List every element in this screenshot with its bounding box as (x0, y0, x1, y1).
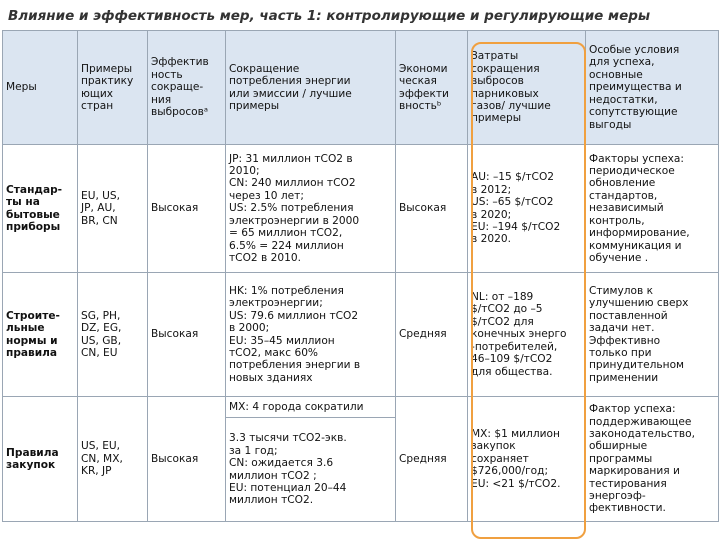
table-row (3, 397, 719, 418)
reduction-cell: HK: 1% потребления электроэнергии; US: 79.6 миллион тCO2 в 2000; EU: 35–45 миллион тCO2, макс 60% потребления энергии в новых зданиях (226, 273, 396, 397)
conditions-cell: Факторы успеха: периодическое обновление стандартов, независимый контроль, информирование, коммуникация и обучение . (586, 145, 719, 273)
page-title: Влияние и эффективность мер, часть 1: контролирующие и регулирующие меры (8, 8, 651, 24)
economic-cell: Средняя (396, 397, 468, 522)
measures-table-container (0, 30, 720, 540)
measure-cell: Стандар- ты на бытовые приборы (3, 145, 78, 273)
economic-cell: Средняя (396, 273, 468, 397)
countries-cell: EU, US, JP, AU, BR, CN (78, 145, 148, 273)
measure-cell: Строите- льные нормы и правила (3, 273, 78, 397)
measures-table (2, 30, 719, 522)
effectiveness-cell: Высокая (148, 145, 226, 273)
countries-cell: SG, PH, DZ, EG, US, GB, CN, EU (78, 273, 148, 397)
header-economic: Экономи ческая эффекти вностьᵇ (396, 31, 468, 145)
measure-cell: Правила закупок (3, 397, 78, 522)
effectiveness-cell: Высокая (148, 273, 226, 397)
table-header-row (3, 31, 719, 145)
economic-cell: Высокая (396, 145, 468, 273)
countries-cell: US, EU, CN, MX, KR, JP (78, 397, 148, 522)
costs-cell: NL: от –189 $/тCO2 до –5 $/тCO2 для конечных энерго -потребителей, 46–109 $/тCO2 для общества. (468, 273, 586, 397)
header-costs: Затраты сокращения выбросов парниковых газов/ лучшие примеры (468, 31, 586, 145)
effectiveness-cell: Высокая (148, 397, 226, 522)
conditions-cell: Фактор успеха: поддерживающее законодательство, обширные программы маркирования и тестирования энергоэф- фективности. (586, 397, 719, 522)
header-countries: Примеры практику ющих стран (78, 31, 148, 145)
reduction-cell: JP: 31 миллион тCO2 в 2010; CN: 240 миллион тCO2 через 10 лет; US: 2.5% потребления электроэнергии в 2000 = 65 миллион тCO2, 6.5% = 224 миллион тCO2 в 2010. (226, 145, 396, 273)
table-row (3, 273, 719, 397)
table-row (3, 145, 719, 273)
reduction-cell-top: MX: 4 города сократили (226, 397, 396, 418)
costs-cell: MX: $1 миллион закупок сохраняет $726,000/год; EU: <21 $/тCO2. (468, 397, 586, 522)
header-measures: Меры (3, 31, 78, 145)
header-reduction: Сокращение потребления энергии или эмиссии / лучшие примеры (226, 31, 396, 145)
header-effectiveness: Эффектив ность сокраще- ния выбросовᵃ (148, 31, 226, 145)
conditions-cell: Стимулов к улучшению сверх поставленной задачи нет. Эффективно только при принудительном применении (586, 273, 719, 397)
reduction-cell: 3.3 тысячи тCO2-экв. за 1 год; CN: ожидается 3.6 миллион тCO2 ; EU: потенциал 20–44 миллион тCO2. (226, 418, 396, 522)
header-conditions: Особые условия для успеха, основные преимущества и недостатки, сопутствующие выгоды (586, 31, 719, 145)
costs-cell: AU: –15 $/тCO2 в 2012; US: –65 $/тCO2 в 2020; EU: –194 $/тCO2 в 2020. (468, 145, 586, 273)
